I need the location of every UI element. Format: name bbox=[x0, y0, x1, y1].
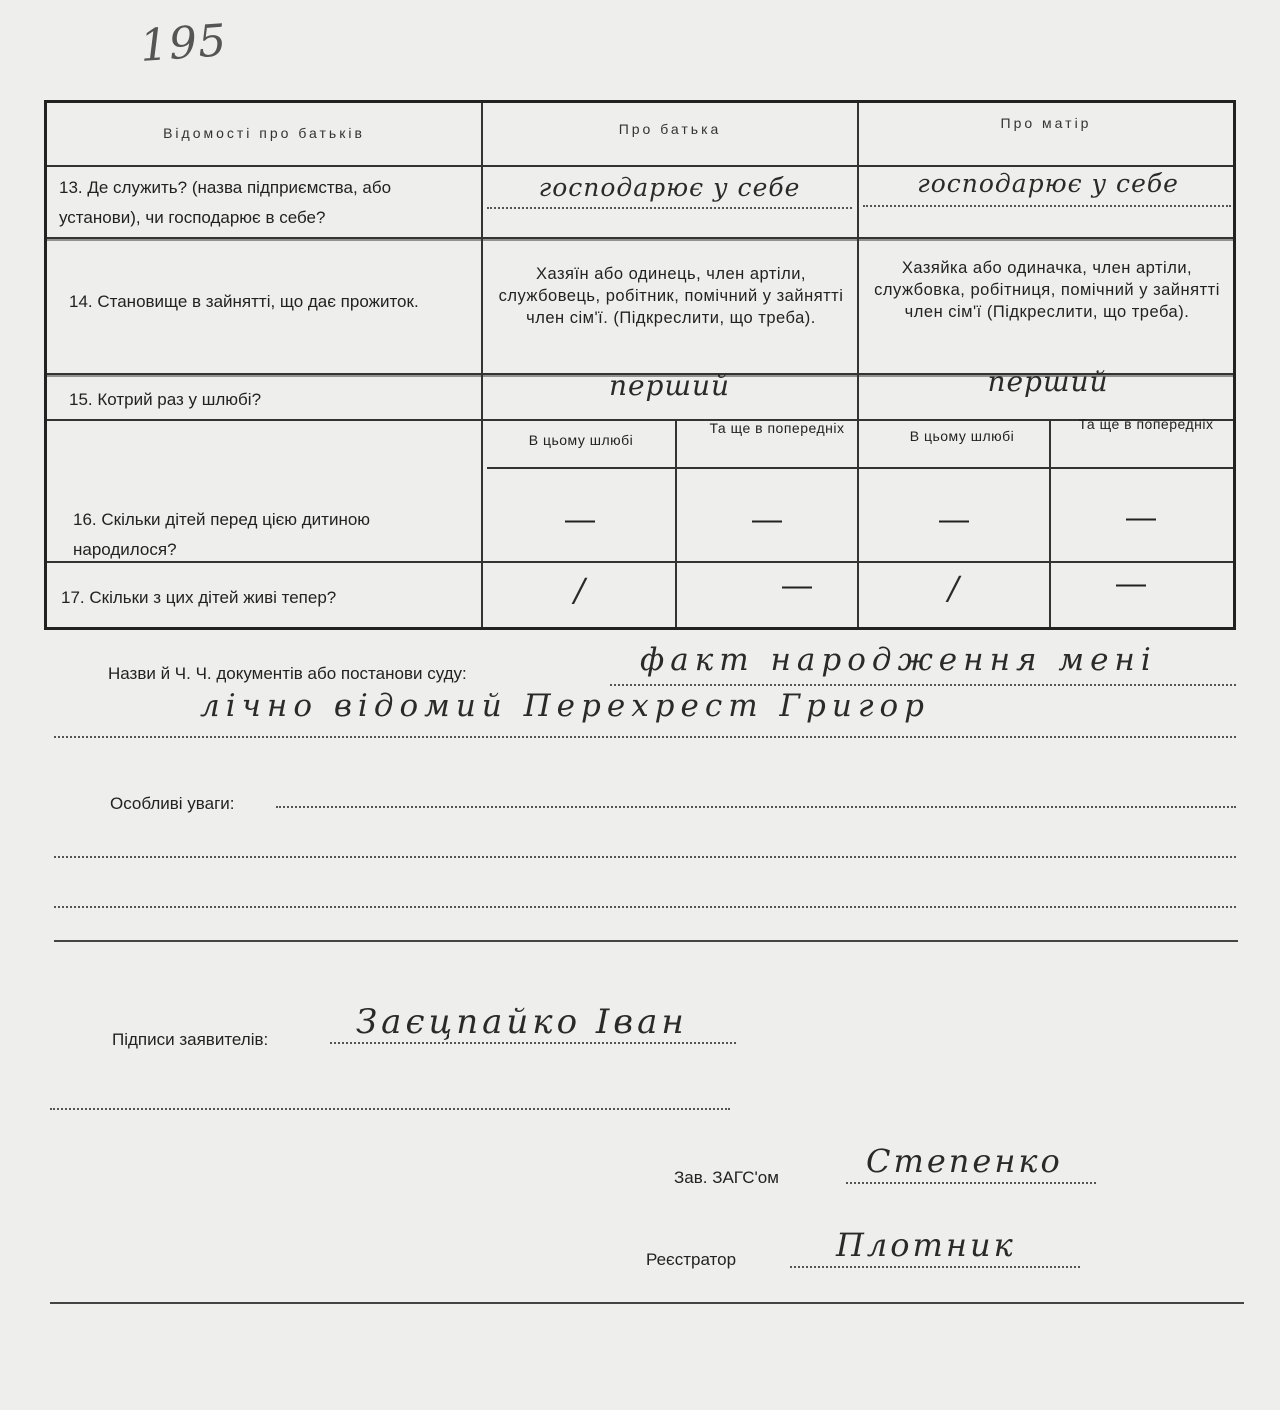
subheader-mother-this-marriage: В цьому шлюбі bbox=[909, 428, 1015, 444]
registrar-signature: Плотник bbox=[836, 1226, 1016, 1264]
question-16: 16. Скільки дітей перед цією дитиною народилося? bbox=[73, 510, 371, 559]
answer-17-father-previous: — bbox=[782, 569, 812, 602]
question-17: 17. Скільки з цих дітей живі тепер? bbox=[61, 588, 337, 607]
registrar-label: Реєстратор bbox=[646, 1250, 737, 1269]
answer-13-mother: господарює у себе bbox=[917, 169, 1179, 198]
handwritten-year-note: 195 bbox=[138, 15, 229, 72]
subheader-father-previous: Та ще в попередніх bbox=[709, 420, 845, 436]
documents-label: Назви й Ч. Ч. документів або постанови суду: bbox=[108, 664, 467, 683]
applicants-signatures-label: Підписи заявителів: bbox=[112, 1030, 269, 1049]
documents-line-2: лічно відомий Перехрест Григор bbox=[200, 688, 930, 724]
answer-16-father-previous: — bbox=[752, 503, 782, 536]
subheader-father-this-marriage: В цьому шлюбі bbox=[528, 432, 634, 448]
applicant-signature: Заєцпайко Іван bbox=[356, 1002, 688, 1042]
remarks-label: Особливі уваги: bbox=[110, 794, 235, 813]
documents-line-1: факт народження мені bbox=[640, 642, 1157, 678]
answer-15-father: перший bbox=[608, 369, 731, 402]
answer-16-mother-previous: — bbox=[1126, 501, 1156, 534]
answer-16-mother-this: — bbox=[939, 503, 969, 536]
answer-17-mother-this: / bbox=[948, 569, 960, 607]
question-15: 15. Котрий раз у шлюбі? bbox=[69, 390, 262, 409]
header-mother: Про матір bbox=[1000, 115, 1092, 131]
answer-13-father: господарює у себе bbox=[538, 173, 801, 202]
answer-17-father-this: / bbox=[574, 571, 586, 609]
question-13: 13. Де служить? (назва підприємства, або установи), чи господарює в себе? bbox=[59, 178, 392, 227]
answer-16-father-this: — bbox=[565, 503, 595, 536]
header-father: Про батька bbox=[618, 121, 722, 137]
head-signature: Степенко bbox=[866, 1142, 1063, 1180]
question-14: 14. Становище в зайнятті, що дає прожиток. bbox=[69, 292, 419, 311]
options-14-mother: Хазяйка або одиначка, член артіли, службовка, робітниця, помічний у зайнятті член сім'ї (Підкреслити, що треба). bbox=[874, 259, 1220, 321]
parents-info-table bbox=[44, 100, 1236, 630]
subheader-mother-previous: Та ще в попередніх bbox=[1078, 416, 1214, 432]
answer-17-mother-previous: — bbox=[1116, 567, 1146, 600]
options-14-father: Хазяїн або одинець, член артіли, службовець, робітник, помічний у зайнятті член сім'ї. (Підкреслити, що треба). bbox=[498, 265, 844, 327]
answer-15-mother: перший bbox=[987, 365, 1109, 398]
header-parents-info: Відомості про батьків bbox=[163, 125, 365, 141]
head-label: Зав. ЗАГС'ом bbox=[674, 1168, 779, 1187]
